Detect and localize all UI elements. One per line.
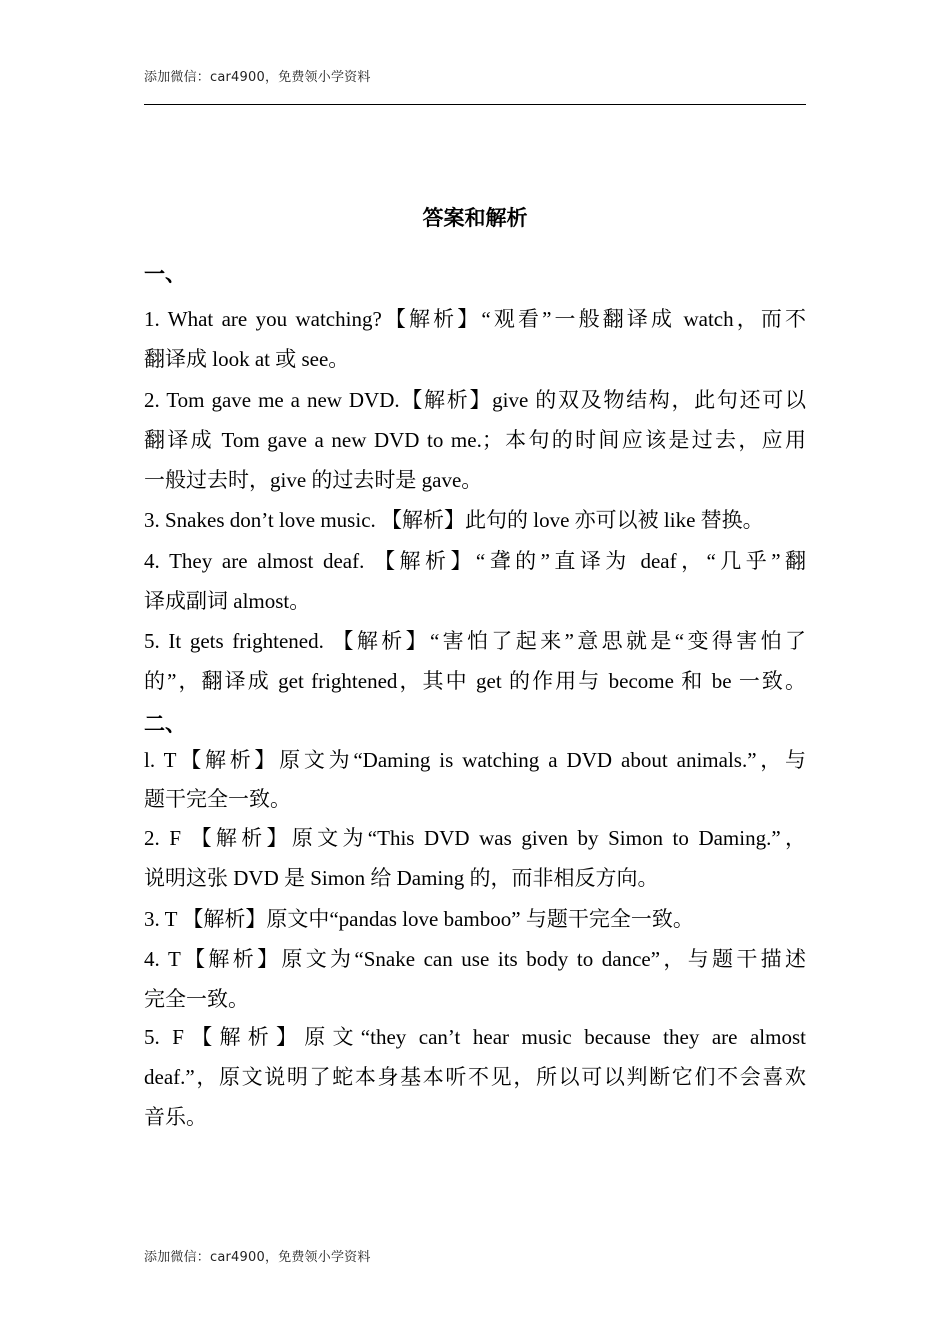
answer-line: 2. Tom gave me a new DVD.【解析】give 的双及物结构，此句还可以 [144, 388, 806, 412]
answer-line: 完全一致。 [144, 987, 249, 1011]
answer-line: 3. Snakes don’t love music. 【解析】此句的 love 亦可以被 like 替换。 [144, 508, 764, 532]
answer-line: 2. F 【解析】原文为“This DVD was given by Simon to Daming.”， [144, 826, 806, 850]
section-heading-2: 二、 [144, 712, 186, 736]
answer-line: 题干完全一致。 [144, 787, 291, 811]
answer-line: 4. They are almost deaf. 【解析】“聋的”直译为 deaf，“几乎”翻 [144, 549, 806, 573]
answer-line: 翻译成 Tom gave a new DVD to me.；本句的时间应该是过去，应用 [144, 428, 806, 452]
answer-line: deaf.”，原文说明了蛇本身基本听不见，所以可以判断它们不会喜欢 [144, 1065, 806, 1089]
answer-line: 5. It gets frightened. 【解析】“害怕了起来”意思就是“变得害怕了 [144, 629, 806, 653]
answer-line: 译成副词 almost。 [144, 589, 311, 613]
answer-line: l. T【解析】原文为“Daming is watching a DVD about animals.”，与 [144, 748, 806, 772]
answer-line: 音乐。 [144, 1105, 207, 1129]
document-title: 答案和解析 [422, 206, 528, 230]
answer-line: 的”，翻译成 get frightened，其中 get 的作用与 become 和 be 一致。 [144, 669, 806, 693]
answer-line: 4. T【解析】原文为“Snake can use its body to dance”，与题干描述 [144, 947, 806, 971]
page-header: 添加微信：car4900，免费领小学资料 [144, 70, 371, 85]
answer-line: 一般过去时，give 的过去时是 gave。 [144, 468, 483, 492]
answer-line: 翻译成 look at 或 see。 [144, 347, 350, 371]
answer-line: 5. F【解析】原文“they can’t hear music because they are almost [144, 1025, 806, 1049]
page-footer: 添加微信：car4900，免费领小学资料 [144, 1250, 371, 1265]
header-divider [144, 104, 806, 105]
section-heading-1: 一、 [144, 262, 186, 286]
answer-line: 1. What are you watching?【解析】“观看”一般翻译成 watch，而不 [144, 307, 806, 331]
answer-line: 3. T 【解析】原文中“pandas love bamboo” 与题干完全一致。 [144, 907, 694, 931]
answer-line: 说明这张 DVD 是 Simon 给 Daming 的，而非相反方向。 [144, 866, 659, 890]
